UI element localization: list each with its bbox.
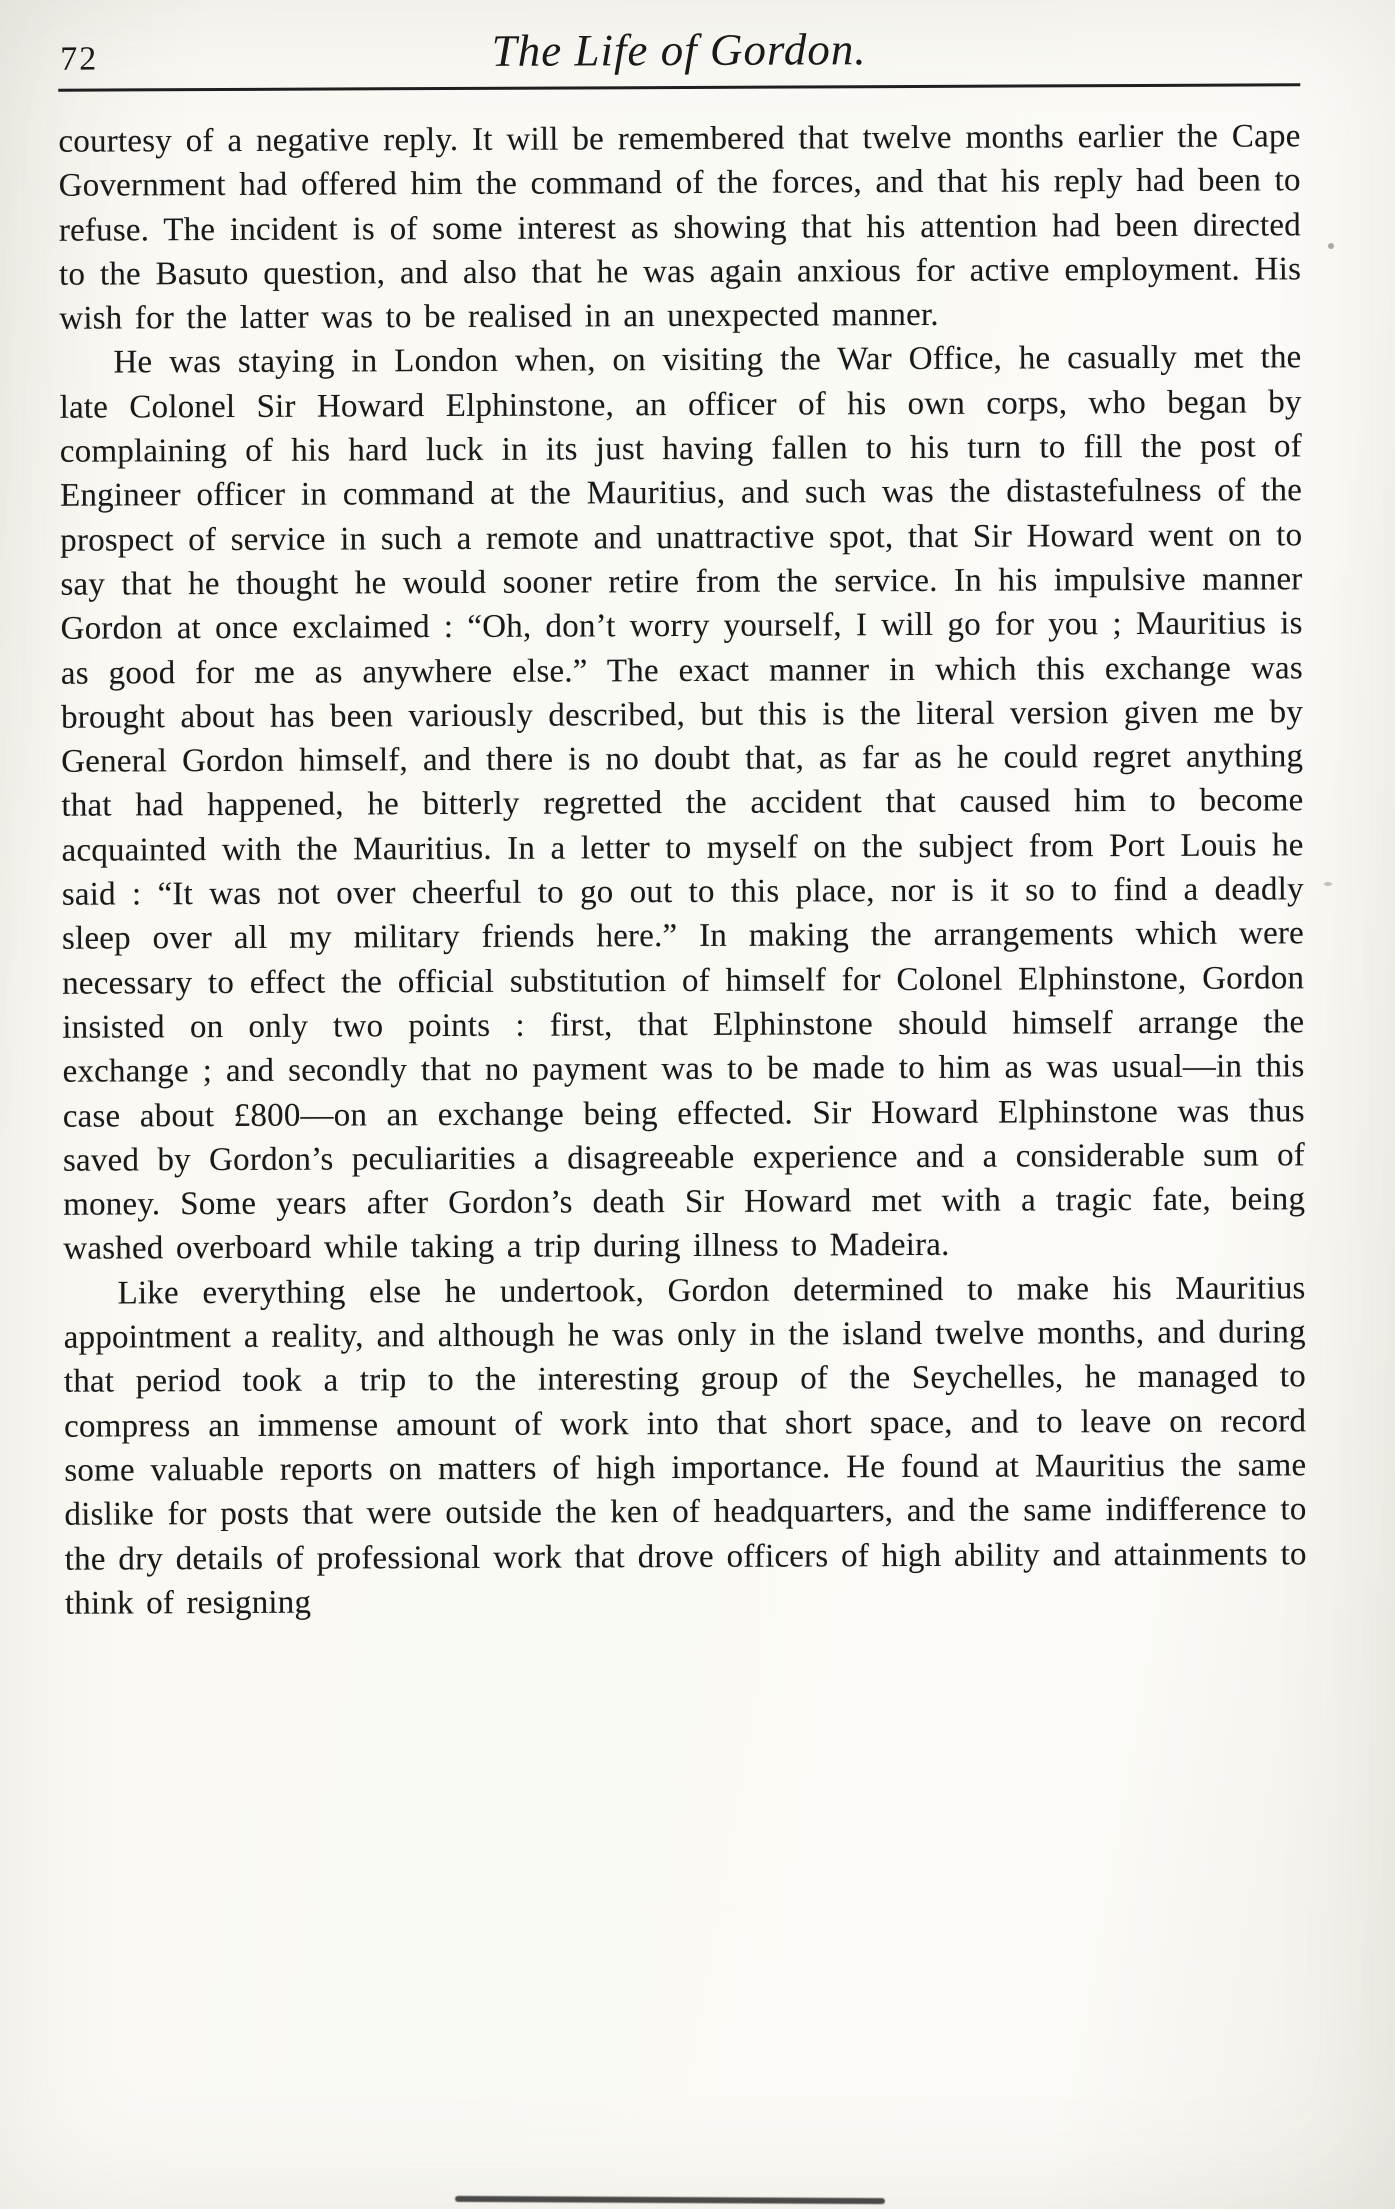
paragraph: Like everything else he undertook, Gordon determined to make his Mauritius appointment a reality, and although he was only in the island twelve months, and during that period took a trip to the interesting group of the Seychelles, he managed to compress an immense amount of work into that short space, and to leave on record some valuable reports on matters of high importance. He found at Mauritius the same dislike for posts that were outside the ken of headquarters, and the same indifference to the dry details of professional work that drove officers of high ability and attainments to think of resigning	[63, 1269, 1307, 1622]
scan-edge-artifact	[455, 2196, 885, 2204]
paragraph: He was staying in London when, on visiting the War Office, he casually met the late Colonel Sir Howard Elphinstone, an officer of his own corps, who began by complaining of his hard luck in its just having fallen to his turn to fill the post of Engineer officer in command at the Mauritius, and such was the distastefulness of the prospect of service in such a remote and unattractive spot, that Sir Howard went on to say that he thought he would sooner retire from the service. In his impulsive manner Gordon at once exclaimed : “Oh, don’t worry yourself, I will go for you ; Mauritius is as good for me as anywhere else.” The exact manner in which this exchange was brought about has been variously described, but this is the literal version given me by General Gordon himself, and there is no doubt that, as far as he could regret anything that had happened, he bitterly regretted the accident that caused him to become acquainted with the Mauritius. In a letter to myself on the subject from Port Louis he said : “It was not over cheerful to go out to this place, nor is it so to find a deadly sleep over all my military friends here.” In making the arrangements which were necessary to effect the official substitution of himself for Colonel Elphinstone, Gordon insisted on only two points : first, that Elphinstone should himself arrange the exchange ; and secondly that no payment was to be made to him as was usual—in this case about £800—on an exchange being effected. Sir Howard Elphinstone was thus saved by Gordon’s peculiarities a disagreeable experience and a considerable sum of money. Some years after Gordon’s death Sir Howard met with a tragic fate, being washed overboard while taking a trip during illness to Madeira.	[59, 339, 1306, 1268]
page-number: 72	[60, 40, 99, 78]
scan-speck-artifact	[1328, 243, 1334, 249]
header-rule	[58, 83, 1300, 91]
body-text	[58, 114, 1307, 1625]
running-header	[58, 19, 1300, 80]
page-content	[58, 19, 1307, 1625]
running-title: The Life of Gordon.	[491, 24, 867, 76]
paragraph: courtesy of a negative reply. It will be remembered that twelve months earlier the Cape Government had offered him the command of the forces, and that his reply had been to refuse. The incident is of some interest as showing that his attention had been directed to the Basuto question, and also that he was again anxious for active employment. His wish for the latter was to be realised in an unexpected manner.	[58, 118, 1302, 337]
scan-speck-artifact	[1324, 882, 1332, 886]
